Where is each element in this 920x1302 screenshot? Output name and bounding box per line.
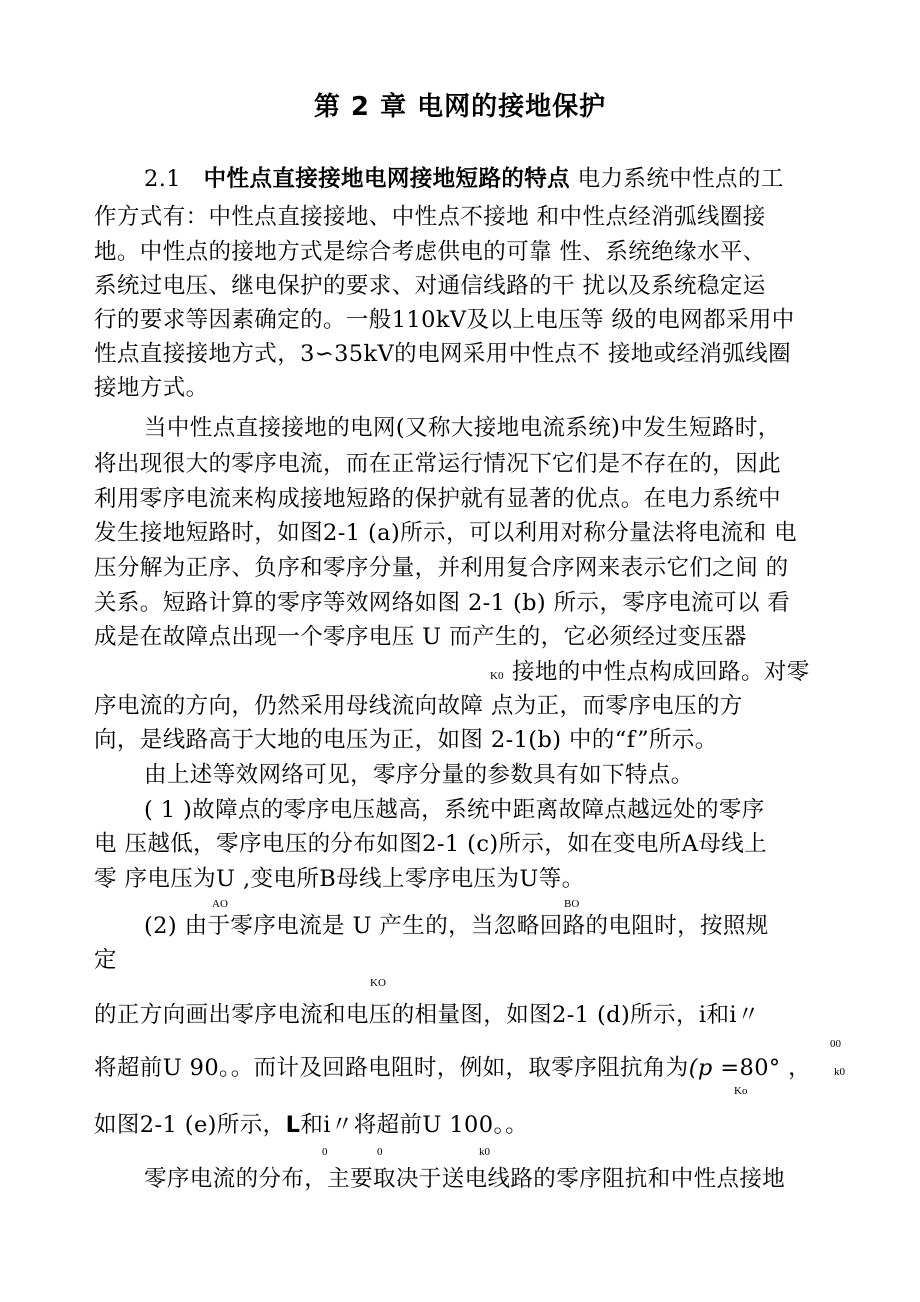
paragraph-line: 发生接地短路时，如图2-1 (a)所示，可以利用对称分量法将电流和 电 — [94, 520, 798, 546]
paragraph-line: 关系。短路计算的零序等效网络如图 2-1 (b) 所示，零序电流可以 看 — [94, 590, 791, 616]
paragraph-line: 利用零序电流来构成接地短路的保护就有显著的优点。在电力系统中 — [94, 486, 782, 512]
list-item-text: =80° ， — [712, 1055, 812, 1081]
paragraph-line: 系统过电压、继电保护的要求、对通信线路的干 扰以及系统稳定运 — [94, 273, 766, 299]
paragraph-line: 接地方式。 — [94, 375, 209, 401]
paragraph-line: 接地的中性点构成回路。对零 — [512, 659, 810, 685]
section-heading: 中性点直接接地电网接地短路的特点 — [203, 166, 571, 192]
subscript-b0: BO — [564, 898, 580, 910]
list-item-line — [94, 1000, 760, 1030]
paragraph-line: 由上述等效网络可见，零序分量的参数具有如下特点。 — [144, 762, 694, 788]
list-item-line: ( 1 )故障点的零序电压越高，系统中距离故障点越远处的零序 — [144, 797, 765, 823]
subscript-k0: k0 — [834, 1066, 845, 1078]
paragraph-line: 序电流的方向，仍然采用母线流向故障 点为正，而零序电压的方 — [94, 693, 743, 719]
subscript-00: 00 — [830, 1038, 841, 1050]
paragraph-line: 性点直接接地方式，3∽35kV的电网采用中性点不 接地或经消弧线圈 — [94, 341, 792, 367]
list-item-line: 零 序电压为U ,变电所B母线上零序电压为U等。 — [94, 866, 585, 892]
list-item-line — [94, 1053, 811, 1083]
subscript-ko: Ko — [734, 1085, 748, 1097]
section-number: 2.1 — [144, 166, 181, 192]
list-item-text: 的正方向画出零序电流和电压的相量图，如图2-1 (d)所示，i — [94, 1002, 707, 1028]
list-item-text: L — [285, 1112, 301, 1138]
subscript-0: 0 — [377, 1146, 383, 1158]
list-item-line — [94, 1110, 528, 1140]
list-item-line: 定 — [94, 947, 117, 973]
subscript-0: 0 — [322, 1146, 328, 1158]
list-item-text: 和i〃 — [706, 1002, 760, 1028]
paragraph-line: 地。中性点的接地方式是综合考虑供电的可靠 性、系统绝缘水平、 — [94, 239, 766, 265]
list-item-line: 电 压越低，零序电压的分布如图2-1 (c)所示，如在变电所A母线上 — [94, 831, 768, 857]
list-item-text: 将超前U 90。。而计及回路电阻时，例如，取零序阻抗角为 — [94, 1055, 689, 1081]
list-item-text: 如图2-1 (e)所示， — [94, 1112, 286, 1138]
list-item-text: 和i〃将超前U 100。。 — [300, 1112, 529, 1138]
section-heading-line — [144, 164, 784, 194]
chapter-title: 第 2 章 电网的接地保护 — [313, 92, 607, 122]
subscript-k0: K0 — [490, 670, 504, 682]
paragraph-line: 压分解为正序、负序和零序分量，并利用复合序网来表示它们之间 的 — [94, 555, 789, 581]
paragraph-line: 将出现很大的零序电流，而在正常运行情况下它们是不存在的，因此 — [94, 451, 782, 477]
paragraph-line: 向，是线路高于大地的电压为正，如图 2-1(b) 中的“f”所示。 — [94, 727, 718, 753]
paragraph-line: 零序电流的分布，主要取决于送电线路的零序阻抗和中性点接地 — [144, 1166, 786, 1192]
paragraph-line: 当中性点直接接地的电网(又称大接地电流系统)中发生短路时， — [144, 415, 781, 441]
paragraph-line: 行的要求等因素确定的。一般110kV及以上电压等 级的电网都采用中 — [94, 307, 795, 333]
paragraph-line: 成是在故障点出现一个零序电压 U 而产生的，它必须经过变压器 — [94, 624, 747, 650]
list-item-line: (2) 由于零序电流是 U 产生的，当忽略回路的电阻时，按照规 — [144, 913, 769, 939]
paragraph-line: 作方式有：中性点直接接地、中性点不接地 和中性点经消弧线圈接 — [94, 204, 766, 230]
subscript-a0: AO — [212, 898, 228, 910]
subscript-k0: KO — [370, 977, 386, 989]
section-first-line-rest: 电力系统中性点的工 — [570, 166, 784, 192]
phi-symbol: (p — [688, 1055, 713, 1081]
subscript-k0: k0 — [479, 1146, 490, 1158]
